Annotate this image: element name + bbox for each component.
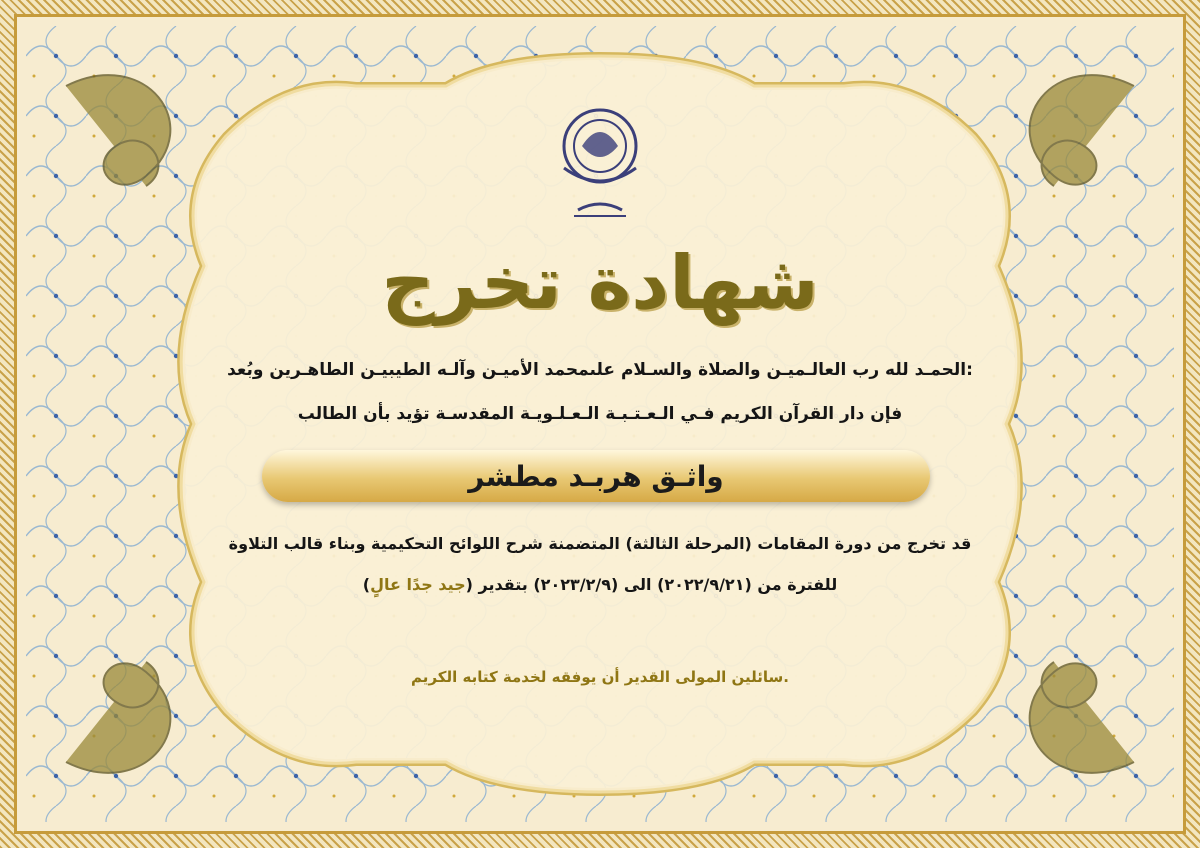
period-prefix: للفترة من (٢٠٢٢/٩/٢١) الى (٢٠٢٣/٢/٩) بتقدير ( [465,575,838,594]
intro-line: الحمـد لله رب العالـميـن والصلاة والسـلام علىمحمد الأميـن وآلـه الطيبيـن الطاهـرين وبُعد: [227,360,973,380]
grade-text: جيد جدًا عالٍ [370,575,466,594]
seal-icon [544,98,656,226]
student-name: واثـق هربـد مطشر [468,460,724,493]
course-line: قد تخرج من دورة المقامات (المرحلة الثالثة) المتضمنة شرح اللوائح التحكيمية وبناء قالب التلاوة [228,534,972,553]
period-line [150,575,1050,594]
period-suffix: ) [362,575,371,594]
certificate-title: شهادة تخرج [381,240,819,326]
closing-line: سائلين المولى القدير أن يوفقه لخدمة كتابه الكريم. [411,668,789,686]
student-name-banner [262,450,930,502]
statement-line: فإن دار القرآن الكريم فـي الـعـتـبـة الـعـلـويـة المقدسـة تؤيد بأن الطالب [297,404,903,424]
